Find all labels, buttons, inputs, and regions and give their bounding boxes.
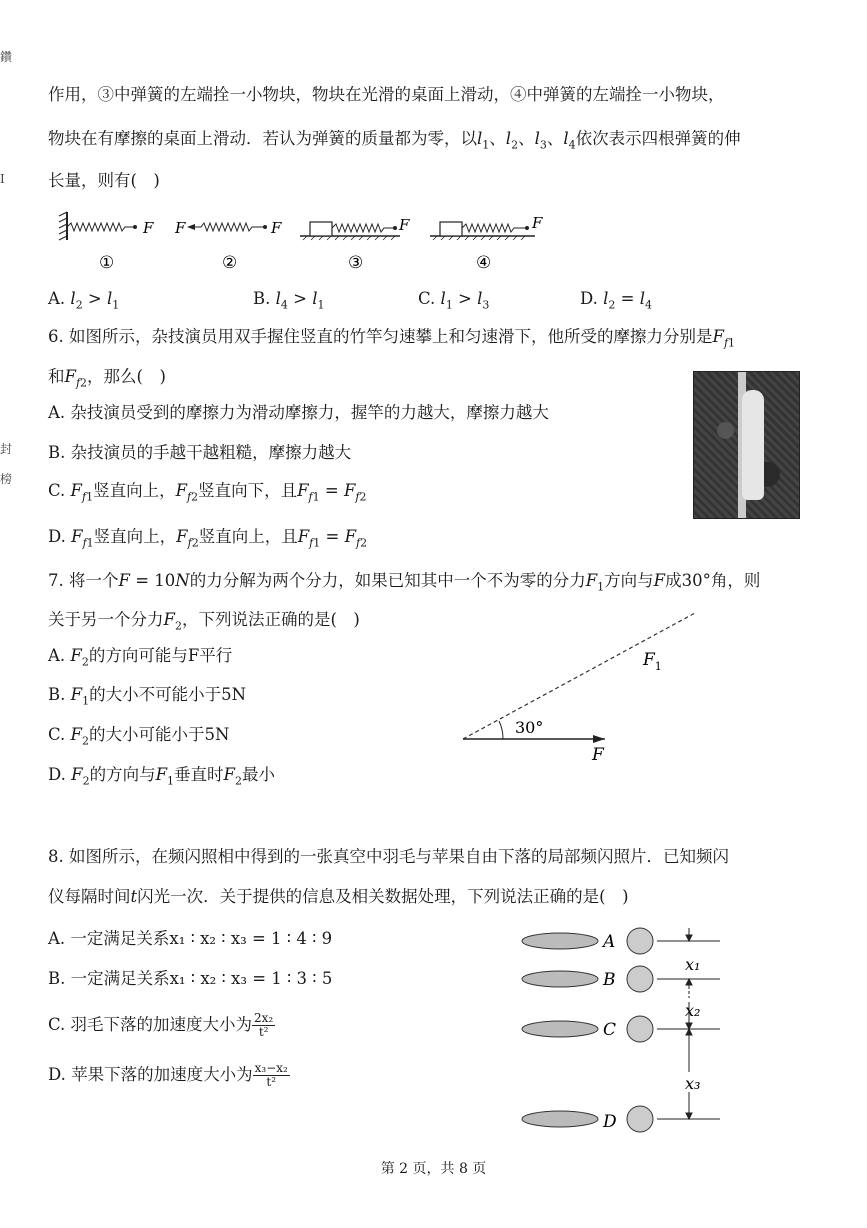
- q6-option-d[interactable]: D. $F_{f1}$竖直向上，$F_{f2}$竖直向上，且$F_{f1} = F_{f2}$: [48, 527, 368, 550]
- q8-stem-line-2: 仪每隔时间t闪光一次．关于提供的信息及相关数据处理，下列说法正确的是( ): [48, 887, 629, 906]
- apple-icon: [627, 1106, 653, 1132]
- acrobat-photo: [693, 371, 800, 519]
- apple-icon: [627, 1016, 653, 1042]
- margin-mark: 封: [0, 442, 13, 456]
- force-decomposition-diagram: [455, 605, 715, 775]
- intro-line-3: 长量，则有( ): [48, 171, 160, 190]
- feather-icon: [522, 971, 598, 987]
- spring-diagram-4: [430, 214, 543, 240]
- diagram-label-2: ②: [222, 253, 238, 273]
- diagram-label-3: ③: [348, 253, 364, 273]
- diagram-label-1: ①: [99, 253, 115, 273]
- apple-icon: [627, 966, 653, 992]
- spring-diagram-3: [300, 216, 410, 240]
- margin-mark: 鑽: [0, 50, 13, 64]
- q5-option-d[interactable]: D. $l_2 = l_4$: [580, 289, 653, 312]
- intro-line-1: 作用，③中弹簧的左端拴一小物块，物块在光滑的桌面上滑动，④中弹簧的左端拴一小物块，: [48, 85, 725, 104]
- margin-mark: 榜: [0, 472, 13, 486]
- acrobat-figure: [742, 390, 764, 500]
- force-label: F: [175, 219, 186, 237]
- force-label: F: [532, 214, 543, 232]
- q6-option-b[interactable]: B. 杂技演员的手越干越粗糙，摩擦力越大: [48, 443, 352, 462]
- row-b: [522, 966, 653, 992]
- fraction-c: $\frac{\text{2x₂}}{\text{t²}}$: [254, 1011, 274, 1039]
- q7-option-a[interactable]: A. $F_2$的方向可能与F平行: [48, 646, 233, 669]
- row-a: [522, 928, 653, 954]
- feather-icon: [522, 1111, 598, 1127]
- q8-option-c[interactable]: C. 羽毛下落的加速度大小为 $\frac{\text{2x₂}}{\text{t²}}$: [48, 1011, 274, 1039]
- page-footer: 第 2 页，共 8 页: [380, 1161, 487, 1177]
- q8-option-b[interactable]: B. 一定满足关系x₁ ∶ x₂ ∶ x₃ = 1 ∶ 3 ∶ 5: [48, 969, 333, 988]
- q7-stem-line-1: 7. 将一个F = 10N的力分解为两个分力，如果已知其中一个不为零的分力$F_1$方向与F成30°角，则: [48, 571, 761, 594]
- force-label: F: [143, 219, 154, 237]
- row-letter: A: [603, 932, 616, 952]
- row-c: [522, 1016, 653, 1042]
- row-d: [522, 1106, 653, 1132]
- q5-option-c[interactable]: C. $l_1 > l_3$: [418, 289, 490, 312]
- strobe-photo-diagram: [515, 922, 725, 1138]
- q6-stem-line-2: 和$F_{f2}$，那么( ): [48, 367, 166, 390]
- feather-icon: [522, 1021, 598, 1037]
- q5-option-a[interactable]: A. $l_2 > l_1$: [48, 289, 120, 312]
- q7-option-c[interactable]: C. $F_2$的大小可能小于5N: [48, 725, 230, 748]
- q6-option-c[interactable]: C. $F_{f1}$竖直向上，$F_{f2}$竖直向下，且$F_{f1} = F_{f2}$: [48, 481, 367, 504]
- intro-line-2: 物块在有摩擦的桌面上滑动．若认为弹簧的质量都为零，以$l_1$、$l_2$、$l_3$、$l_4$依次表示四根弹簧的伸: [48, 129, 741, 152]
- f1-label: $F_1$: [643, 650, 662, 673]
- angle-label: 30°: [515, 718, 544, 737]
- row-letter: D: [603, 1112, 617, 1132]
- q8-option-a[interactable]: A. 一定满足关系x₁ ∶ x₂ ∶ x₃ = 1 ∶ 4 ∶ 9: [48, 929, 333, 948]
- force-label: F: [399, 216, 410, 234]
- q5-option-b[interactable]: B. $l_4 > l_1$: [253, 289, 325, 312]
- angle-arc: [499, 721, 503, 739]
- q6-option-a[interactable]: A. 杂技演员受到的摩擦力为滑动摩擦力，握竿的力越大，摩擦力越大: [48, 403, 549, 422]
- apple-icon: [627, 928, 653, 954]
- f-label: F: [592, 745, 604, 765]
- q6-stem-line-1: 6. 如图所示，杂技演员用双手握住竖直的竹竿匀速攀上和匀速滑下，他所受的摩擦力分别是$F_{f1}$: [48, 327, 736, 350]
- spring-diagram-1: [59, 212, 154, 240]
- gap-label-x2: x₂: [685, 1001, 701, 1020]
- f-arrowhead: [593, 735, 605, 743]
- feather-icon: [522, 933, 598, 949]
- q8-option-d[interactable]: D. 苹果下落的加速度大小为 $\frac{\text{x₃−x₂}}{\text{t²}}$: [48, 1061, 288, 1089]
- spring-diagram-2: [174, 219, 282, 237]
- row-letter: C: [603, 1020, 617, 1040]
- force-label: F: [271, 219, 282, 237]
- gap-label-x1: x₁: [685, 955, 701, 974]
- q7-option-b[interactable]: B. $F_1$的大小不可能小于5N: [48, 685, 247, 708]
- q7-option-d[interactable]: D. $F_2$的方向与$F_1$垂直时$F_2$最小: [48, 765, 275, 788]
- q8-stem-line-1: 8. 如图所示，在频闪照相中得到的一张真空中羽毛与苹果自由下落的局部频闪照片．已知频闪: [48, 847, 729, 866]
- row-letter: B: [603, 970, 616, 990]
- diagram-label-4: ④: [476, 253, 492, 273]
- spring-diagrams: [55, 208, 555, 274]
- gap-label-x3: x₃: [685, 1074, 701, 1093]
- f1-dashed-line: [463, 613, 695, 739]
- fraction-d: $\frac{\text{x₃−x₂}}{\text{t²}}$: [254, 1061, 288, 1089]
- margin-mark: I: [0, 172, 5, 186]
- q7-stem-line-2: 关于另一个分力$F_2$，下列说法正确的是( ): [48, 610, 360, 633]
